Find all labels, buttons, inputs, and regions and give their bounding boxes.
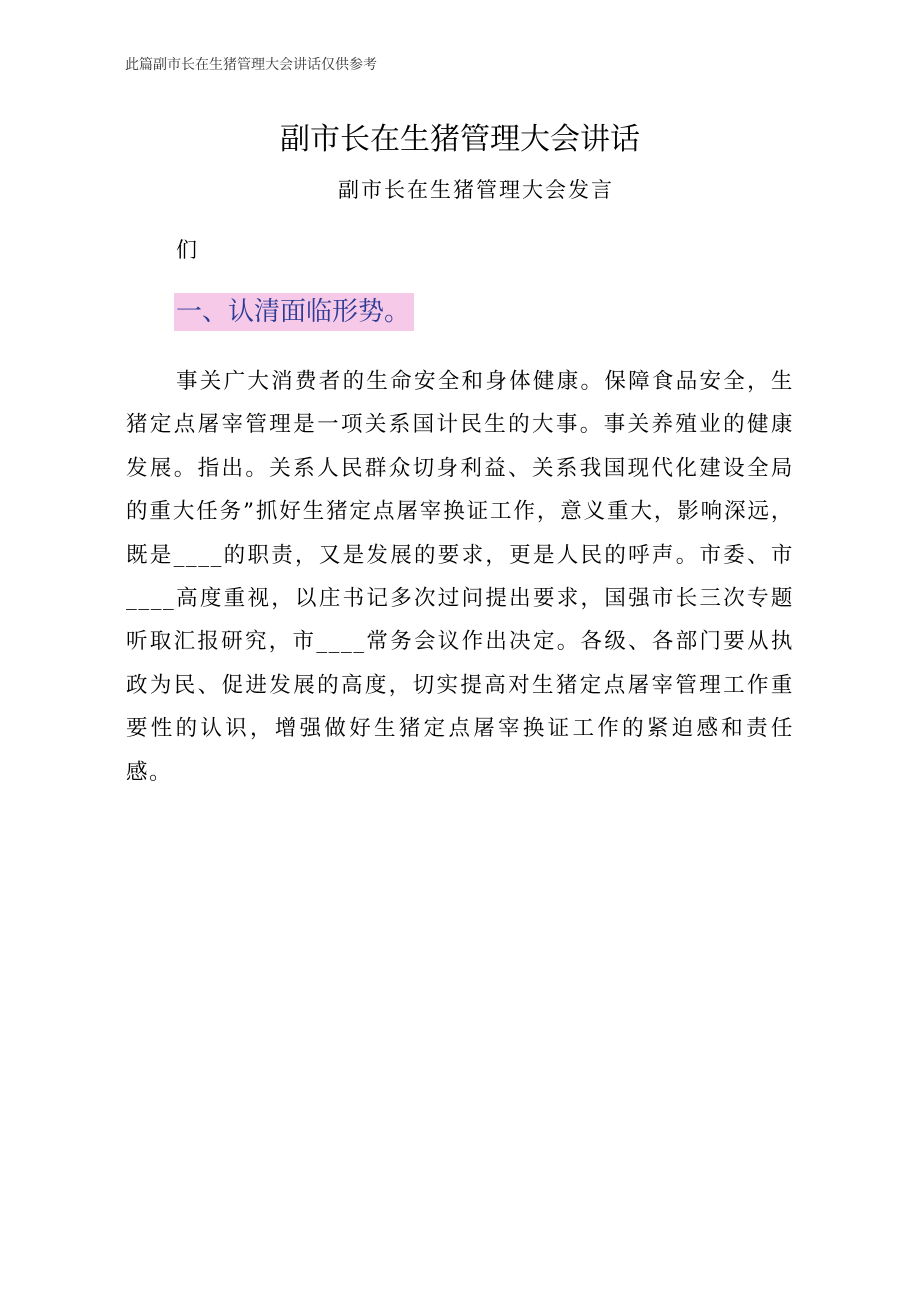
body-paragraph: 事关广大消费者的生命安全和身体健康。保障食品安全，生猪定点屠宰管理是一项关系国计民生的大事。事关养殖业的健康发展。指出。关系人民群众切身利益、关系我国现代化建设全局的重大任务”抓好生猪定点屠宰换证工作，意义重大，影响深远，既是____的职责，又是发展的要求，更是人民的呼声。市委、市____高度重视，以庄书记多次过问提出要求，国强市长三次专题听取汇报研究，市____常务会议作出决定。各级、各部门要从执政为民、促进发展的高度，切实提高对生猪定点屠宰管理工作重要性的认识，增强做好生猪定点屠宰换证工作的紧迫感和责任感。 — [126, 369, 794, 785]
section-heading: 一、认清面临形势。 — [174, 293, 414, 331]
salutation: 们 — [176, 238, 197, 262]
page-title: 副市长在生猪管理大会讲话 — [280, 122, 640, 157]
header-note: 此篇副市长在生猪管理大会讲话仅供参考 — [125, 57, 377, 73]
page-subtitle: 副市长在生猪管理大会发言 — [338, 178, 614, 202]
